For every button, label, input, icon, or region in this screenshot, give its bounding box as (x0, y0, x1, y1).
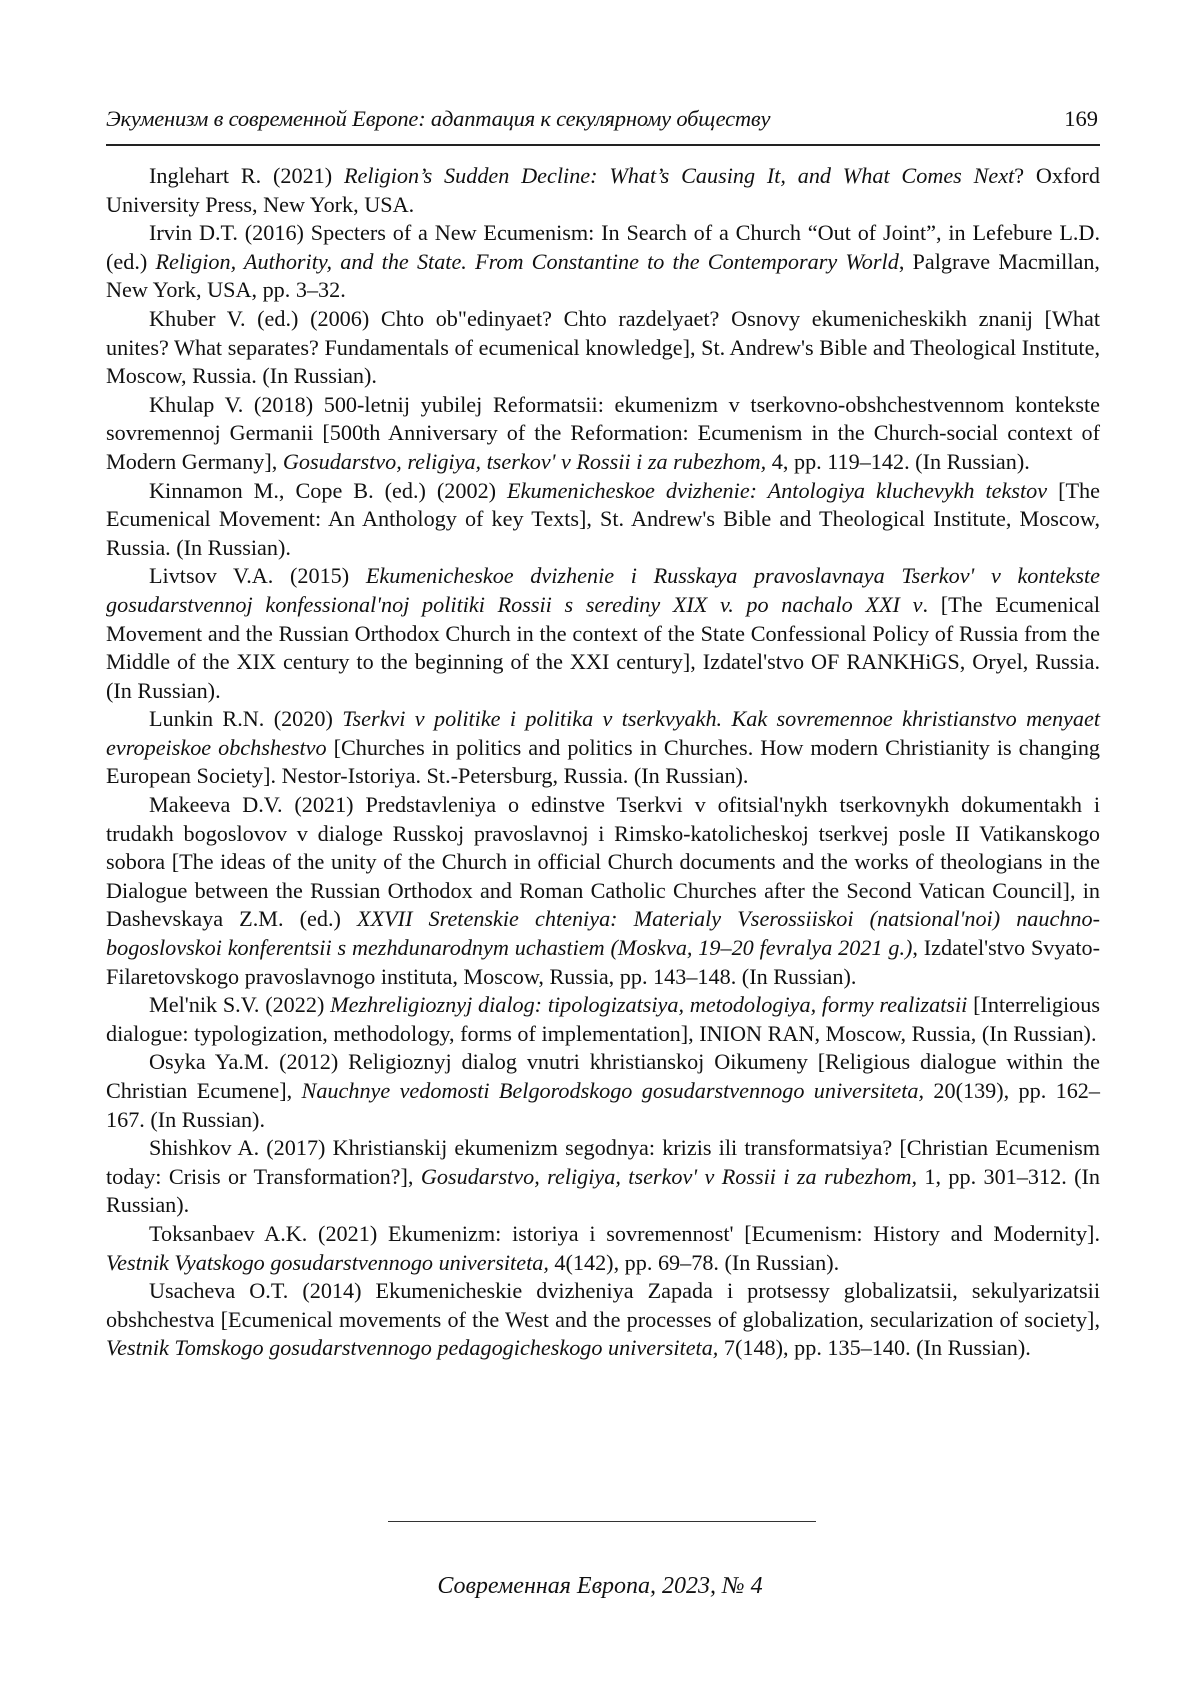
reference-title: Ekumenicheskoe dvizhenie i Russkaya pravoslavnaya Tserkov' v kontekste gosudarstvennoj konfessional'noj politiki Rossii s serediny XIX v. po nachalo XXI v (106, 563, 1100, 617)
reference-text: [The Ecumenical Movement: An Anthology of key Texts], St. Andrew's Bible and Theological Institute, Moscow, Russia. (In Russian). (106, 477, 1100, 560)
reference-text: Makeeva D.V. (2021) Predstavleniya o edinstve Tserkvi v ofitsial'nykh tserkovnykh dokumentakh i trudakh bogoslovov v dialoge Russkoj pravoslavnoj i Rimsko-katolicheskoj tserkvej posle II Vatikanskogo sobora [The ideas of the unity of the Church in official Church documents and the works of theologians in the Dialogue between the Russian Orthodox and Roman Catholic Churches after the Second Vatican Council], in Dashevskaya Z.M. (ed.) (106, 792, 1100, 932)
reference-item (106, 1134, 1100, 1220)
reference-text: , Izdatel'stvo Svyato-Filaretovskogo pravoslavnogo instituta, Moscow, Russia, pp. 143–148. (In Russian). (106, 935, 1100, 989)
reference-text: 20(139), pp. 162–167. (In Russian). (106, 1078, 1100, 1132)
reference-text: Irvin D.T. (2016) Specters of a New Ecumenism: In Search of a Church “Out of Joint”, in Lefebure L.D. (ed.) (106, 220, 1100, 274)
reference-item (106, 162, 1100, 219)
reference-item (106, 391, 1100, 477)
footer-divider (388, 1521, 816, 1522)
reference-item (106, 562, 1100, 705)
reference-title: Gosudarstvo, religiya, tserkov' v Rossii i za rubezhom, (282, 448, 767, 474)
journal-footer: Современная Европа, 2023, № 4 (437, 1573, 763, 1599)
reference-item (106, 477, 1100, 563)
reference-text: 7(148), pp. 135–140. (In Russian). (718, 1335, 1031, 1361)
reference-text: . [The Ecumenical Movement and the Russian Orthodox Church in the context of the State Confessional Policy of Russia from the Middle of the XIX century to the beginning of the XXI century], Izdatel'stvo OF RANKHiGS, Oryel, Russia. (In Russian). (106, 591, 1100, 703)
running-header (106, 104, 1100, 146)
reference-text: [Interreligious dialogue: typologization, methodology, forms of implementation], INION RAN, Moscow, Russia, (In Russian). (106, 992, 1100, 1046)
reference-text: Kinnamon M., Cope B. (ed.) (2002) (149, 477, 508, 503)
reference-item (106, 1277, 1100, 1363)
reference-text: Toksanbaev A.K. (2021) Ekumenizm: istoriya i sovremennost' [Ecumenism: History and Modernity]. (149, 1220, 1100, 1246)
reference-text: Livtsov V.A. (2015) (149, 563, 366, 589)
reference-text: [Churches in politics and politics in Churches. How modern Christianity is changing European Society]. Nestor-Istoriya. St.-Petersburg, Russia. (In Russian). (106, 734, 1101, 789)
reference-text: Osyka Ya.M. (2012) Religioznyj dialog vnutri khristianskoj Oikumeny [Religious dialogue within the Christian Ecumene], (106, 1049, 1100, 1103)
reference-title: Gosudarstvo, religiya, tserkov' v Rossii i za rubezhom, (420, 1163, 918, 1189)
reference-title: Vestnik Vyatskogo gosudarstvennogo universiteta, (106, 1249, 549, 1275)
reference-title: Nauchnye vedomosti Belgorodskogo gosudarstvennogo universiteta, (301, 1078, 925, 1103)
page-number: 169 (1064, 106, 1098, 131)
reference-title: Ekumenicheskoe dvizhenie: Antologiya kluchevykh tekstov (507, 477, 1048, 503)
reference-text: Usacheva O.T. (2014) Ekumenicheskie dvizheniya Zapada i protsessy globalizatsii, sekulyarizatsii obshchestva [Ecumenical movements of the West and the processes of globalization, secularization of society], (106, 1278, 1100, 1332)
reference-item (106, 1220, 1100, 1277)
reference-text: Khulap V. (2018) 500-letnij yubilej Reformatsii: ekumenizm v tserkovno-obshchestvennom kontekste sovremennoj Germanii [500th Anniversary of the Reformation: Ecumenism in the Church-social context of Modern Germany], (106, 391, 1100, 474)
reference-text: Lunkin R.N. (2020) (149, 706, 343, 732)
reference-item (106, 305, 1100, 391)
reference-text: , Palgrave Macmillan, New York, USA, pp. 3–32. (106, 248, 1100, 303)
reference-text: 4(142), pp. 69–78. (In Russian). (548, 1249, 840, 1275)
reference-text: 1, pp. 301–312. (In Russian). (106, 1163, 1100, 1218)
running-title: Экуменизм в современной Европе: адаптация к секулярному обществу (106, 106, 771, 131)
reference-text: ? Oxford University Press, New York, USA. (106, 163, 1100, 217)
reference-title: Religion’s Sudden Decline: What’s Causing It, and What Comes Next (343, 163, 1015, 188)
reference-text: Shishkov A. (2017) Khristianskij ekumenizm segodnya: krizis ili transformatsiya? [Christian Ecumenism today: Crisis or Transformation?], (106, 1135, 1100, 1189)
reference-title: XXVII Sretenskie chteniya: Materialy Vserossiiskoi (natsional'noi) nauchno-bogoslovskoi konferentsii s mezhdunarodnym uchastiem (Moskva, 19–20 fevralya 2021 g.) (106, 906, 1101, 961)
reference-list (106, 162, 1100, 1363)
reference-item (106, 705, 1100, 791)
reference-text: 4, pp. 119–142. (In Russian). (766, 448, 1030, 474)
reference-title: Religion, Authority, and the State. From Constantine to the Contemporary World (155, 248, 899, 274)
reference-title: Mezhreligioznyj dialog: tipologizatsiya, metodologiya, formy realizatsii (330, 992, 968, 1018)
reference-title: Tserkvi v politike i politika v tserkvyakh. Kak sovremennoe khristianstvo menyaet evropeiskoe obchshestvo (106, 706, 1100, 760)
reference-item (106, 991, 1100, 1048)
reference-item (106, 791, 1100, 991)
reference-title: Vestnik Tomskogo gosudarstvennogo pedagogicheskogo universiteta, (106, 1335, 719, 1361)
reference-item (106, 219, 1100, 305)
reference-text: Inglehart R. (2021) (149, 163, 344, 188)
reference-item (106, 1048, 1100, 1134)
reference-text: Khuber V. (ed.) (2006) Chto ob"edinyaet? Chto razdelyaet? Osnovy ekumenicheskikh znanij [What unites? What separates? Fundamentals of ecumenical knowledge], St. Andrew's Bible and Theological Institute, Moscow, Russia. (In Russian). (106, 305, 1100, 389)
reference-text: Mel'nik S.V. (2022) (149, 992, 331, 1018)
